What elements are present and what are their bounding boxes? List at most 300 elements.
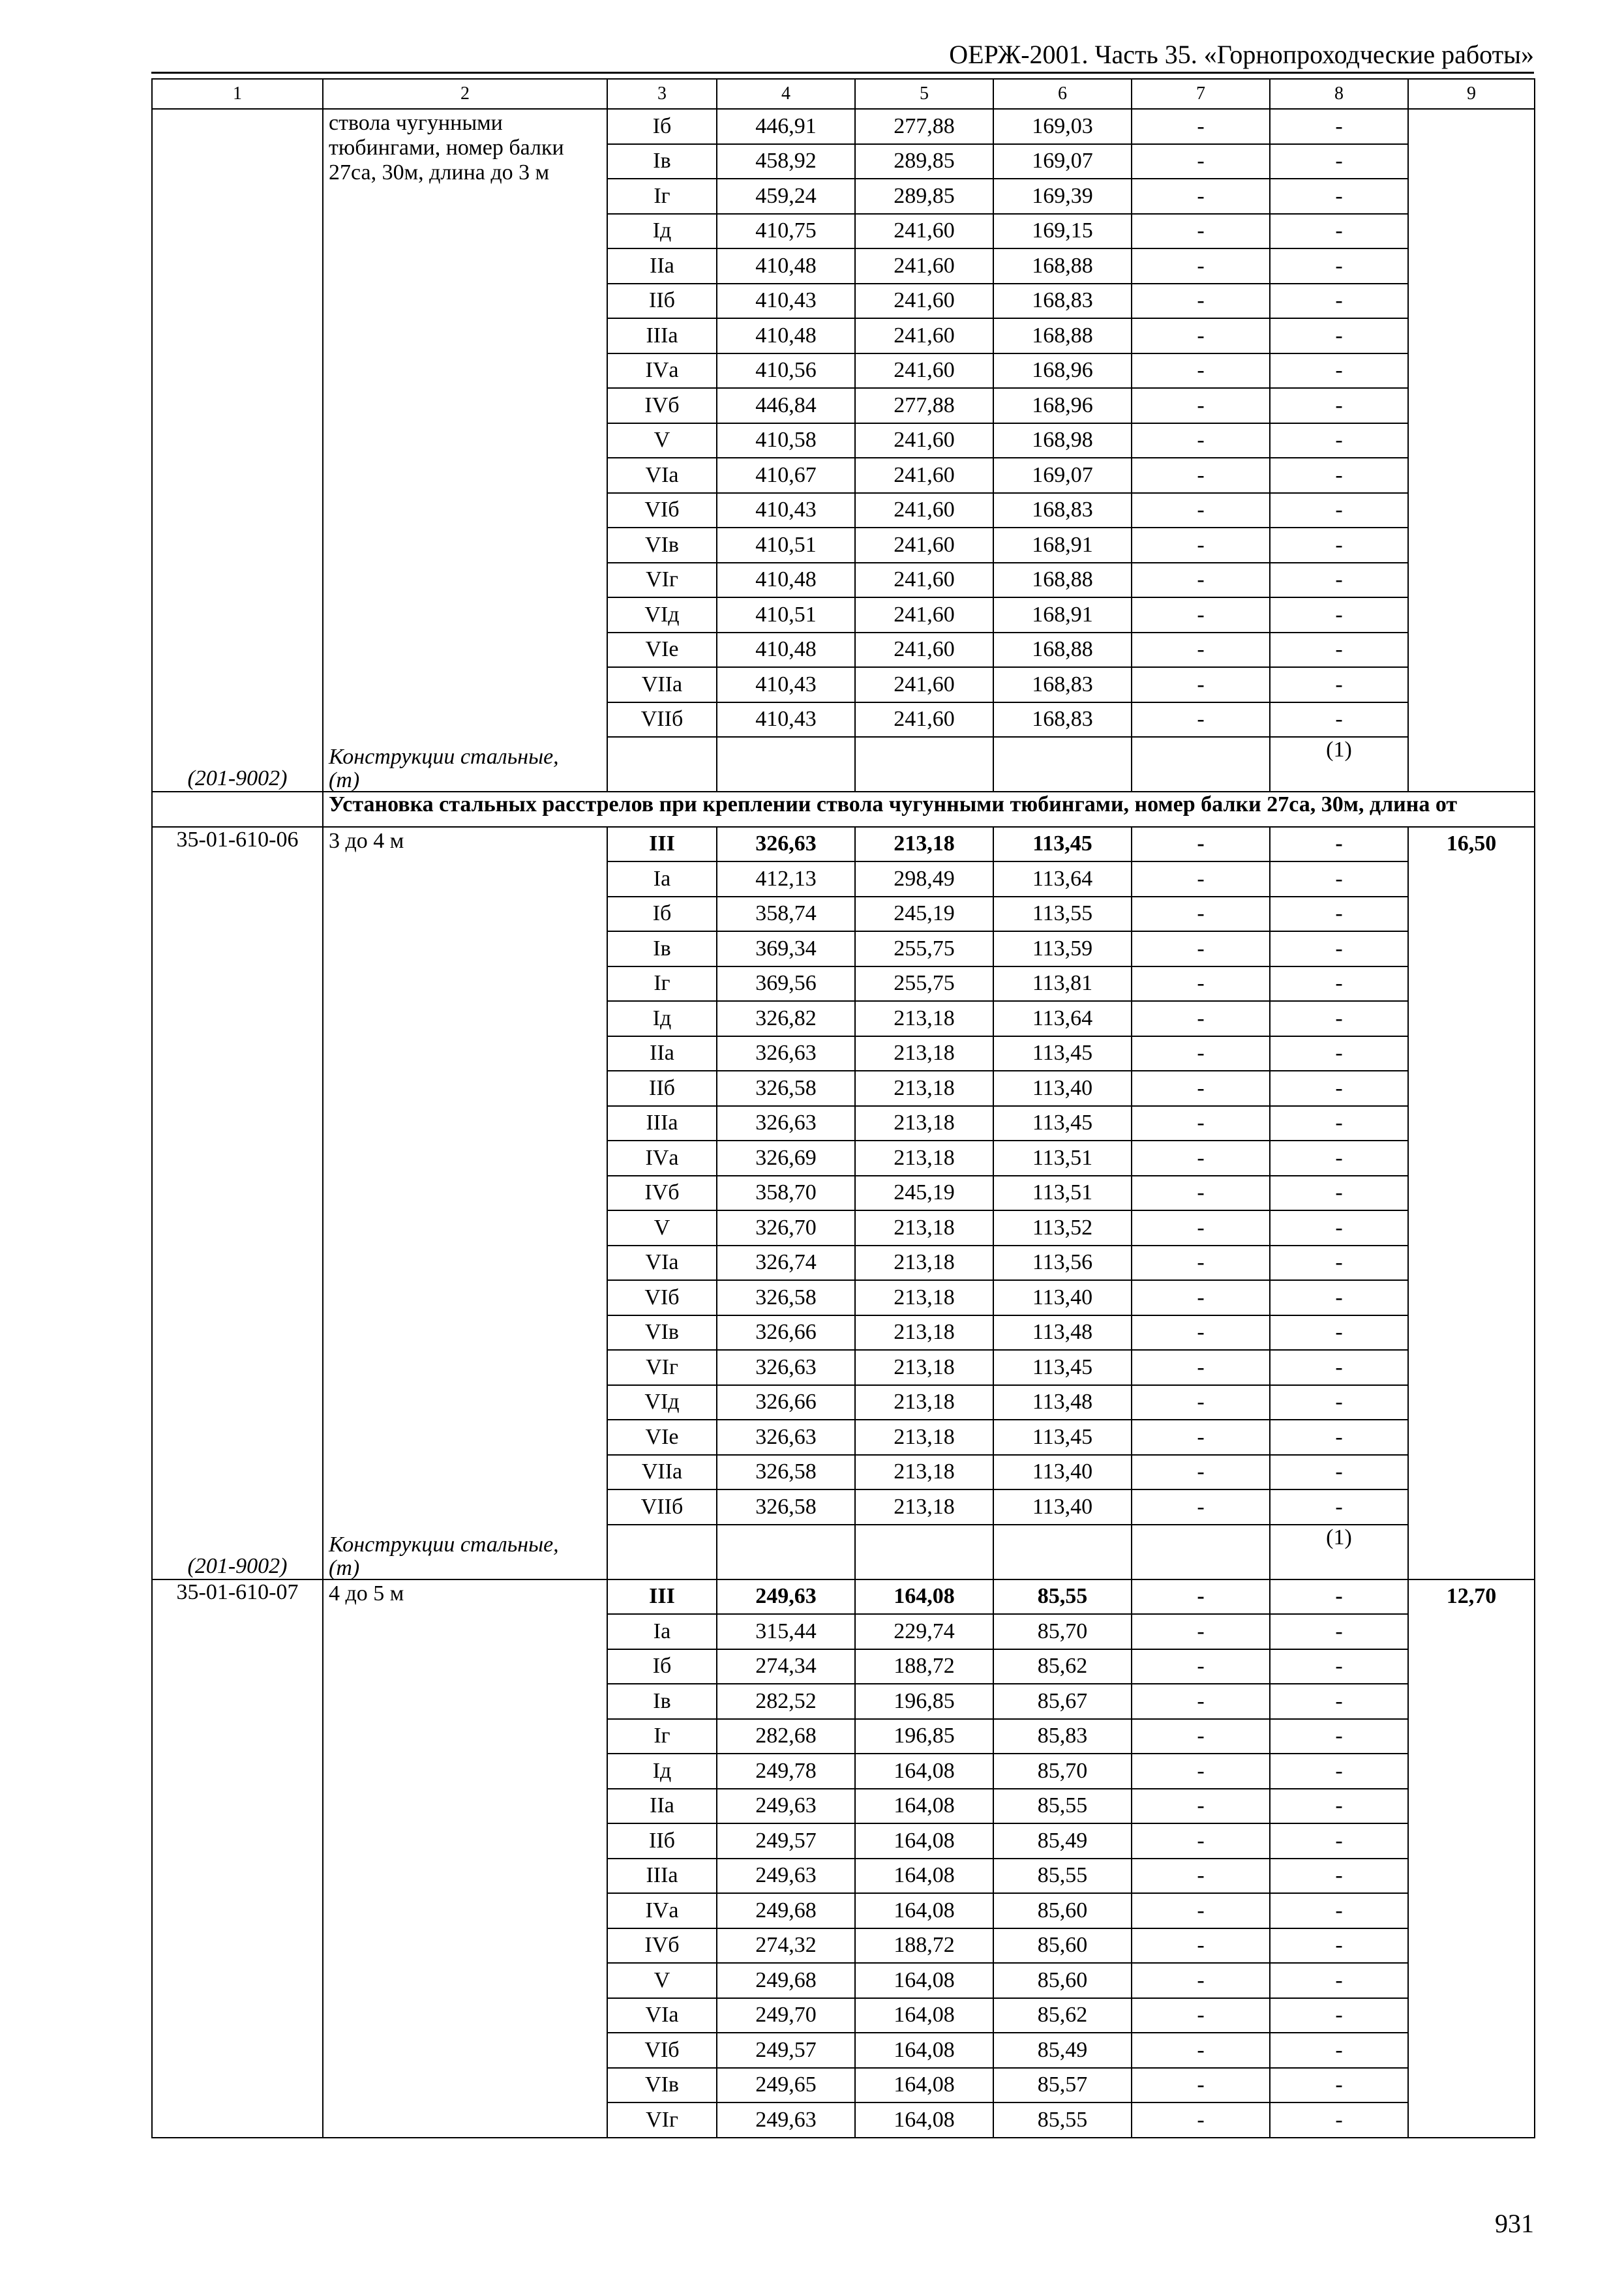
value-cell: 289,85 (855, 144, 993, 179)
zone-cell: Iд (607, 1001, 717, 1036)
empty-cell (993, 737, 1132, 792)
value-cell: - (1270, 1719, 1408, 1754)
value-cell: - (1270, 179, 1408, 214)
value-cell: - (1270, 214, 1408, 249)
value-cell: - (1132, 318, 1270, 353)
value-cell: 168,91 (993, 597, 1132, 633)
zone-cell: VIе (607, 1420, 717, 1455)
value-cell: - (1132, 1579, 1270, 1615)
value-cell: 213,18 (855, 1420, 993, 1455)
zone-cell: Iд (607, 214, 717, 249)
zone-cell: IIа (607, 248, 717, 284)
zone-cell: IIб (607, 1071, 717, 1106)
page-number: 931 (1495, 2209, 1534, 2238)
value-cell: 289,85 (855, 179, 993, 214)
value-cell: - (1132, 897, 1270, 932)
value-cell: 213,18 (855, 1455, 993, 1490)
value-cell: 213,18 (855, 1280, 993, 1315)
value-cell: 213,18 (855, 1489, 993, 1525)
value-cell: 326,66 (717, 1315, 855, 1351)
value-cell: 164,08 (855, 1823, 993, 1859)
zone-cell: IIIа (607, 1859, 717, 1894)
value-cell: 249,63 (717, 1789, 855, 1824)
value-cell: - (1132, 1385, 1270, 1420)
value-cell: 113,51 (993, 1176, 1132, 1211)
value-cell: - (1132, 1176, 1270, 1211)
value-cell: 326,66 (717, 1385, 855, 1420)
value-cell: 274,34 (717, 1649, 855, 1684)
value-cell: - (1132, 1106, 1270, 1141)
value-cell: - (1132, 284, 1270, 319)
value-cell: 164,08 (855, 1963, 993, 1998)
value-cell: - (1270, 1859, 1408, 1894)
value-cell: 410,43 (717, 493, 855, 528)
value-cell: 113,45 (993, 1420, 1132, 1455)
value-cell: - (1270, 1385, 1408, 1420)
value-cell: 249,63 (717, 1579, 855, 1615)
value-cell: 213,18 (855, 1210, 993, 1246)
value-cell: 241,60 (855, 458, 993, 493)
value-cell: 169,39 (993, 179, 1132, 214)
value-cell: - (1270, 2068, 1408, 2103)
zone-cell: Iд (607, 1754, 717, 1789)
value-cell: - (1270, 528, 1408, 563)
value-cell: 85,55 (993, 1859, 1132, 1894)
zone-cell: IIа (607, 1036, 717, 1071)
zone-cell: IIб (607, 1823, 717, 1859)
zone-cell: VIв (607, 2068, 717, 2103)
value-cell: 168,98 (993, 423, 1132, 458)
col9-cell (1408, 109, 1535, 792)
zone-cell: VIб (607, 1280, 717, 1315)
value-cell: 326,74 (717, 1246, 855, 1281)
section-title: Установка стальных расстрелов при креплении ствола чугунными тюбингами, номер балки 27са, 30м, длина от (323, 792, 1535, 827)
value-cell: - (1132, 528, 1270, 563)
value-cell: 412,13 (717, 861, 855, 897)
value-cell: - (1132, 2033, 1270, 2068)
value-cell: 85,83 (993, 1719, 1132, 1754)
value-cell: 85,55 (993, 1579, 1132, 1615)
value-cell: - (1270, 284, 1408, 319)
zone-cell: IIIа (607, 318, 717, 353)
value-cell: - (1132, 1963, 1270, 1998)
value-cell: - (1270, 1141, 1408, 1176)
zone-cell: IIIа (607, 1106, 717, 1141)
code-cell-content (158, 828, 317, 1579)
work-description: 4 до 5 м (329, 1581, 404, 1606)
zone-cell: IVб (607, 1928, 717, 1964)
value-cell: 213,18 (855, 1001, 993, 1036)
value-cell: 85,49 (993, 1823, 1132, 1859)
zone-cell: VIа (607, 458, 717, 493)
value-cell: 113,40 (993, 1280, 1132, 1315)
value-cell: - (1270, 1893, 1408, 1928)
value-cell: 196,85 (855, 1684, 993, 1719)
value-cell: 85,60 (993, 1893, 1132, 1928)
value-cell: 358,70 (717, 1176, 855, 1211)
value-cell: 298,49 (855, 861, 993, 897)
header-rule (151, 72, 1534, 74)
empty-cell (717, 737, 855, 792)
value-cell: 410,51 (717, 528, 855, 563)
zone-cell: Iб (607, 1649, 717, 1684)
work-description: ствола чугунными тюбингами, номер балки 27са, 30м, длина до 3 м (329, 111, 564, 185)
col9-cell: 12,70 (1408, 1579, 1535, 2138)
value-cell: 326,63 (717, 1106, 855, 1141)
zone-cell: VIб (607, 2033, 717, 2068)
value-cell: - (1270, 1823, 1408, 1859)
value-cell: - (1270, 1176, 1408, 1211)
value-cell: 196,85 (855, 1719, 993, 1754)
value-cell: - (1270, 1928, 1408, 1964)
value-cell: - (1132, 1614, 1270, 1649)
value-cell: - (1132, 966, 1270, 1002)
value-cell: 410,67 (717, 458, 855, 493)
value-cell: 213,18 (855, 827, 993, 862)
value-cell: 188,72 (855, 1649, 993, 1684)
zone-cell: Iб (607, 109, 717, 144)
value-cell: - (1132, 1823, 1270, 1859)
zone-cell: Iг (607, 966, 717, 1002)
zone-cell: VIд (607, 1385, 717, 1420)
value-cell: 168,88 (993, 633, 1132, 668)
code-cell-content (158, 110, 317, 791)
code-cell (152, 109, 323, 792)
value-cell: 113,52 (993, 1210, 1132, 1246)
resource-name: Конструкции стальные, (т) (329, 745, 559, 792)
empty-cell (993, 1525, 1132, 1579)
value-cell: 213,18 (855, 1071, 993, 1106)
resource-code: (201-9002) (187, 766, 288, 790)
zone-cell: VIд (607, 597, 717, 633)
value-cell: 169,15 (993, 214, 1132, 249)
value-cell: - (1132, 633, 1270, 668)
resource-code: (201-9002) (187, 1553, 288, 1578)
value-cell: 326,63 (717, 827, 855, 862)
value-cell: 213,18 (855, 1106, 993, 1141)
value-cell: - (1270, 1754, 1408, 1789)
value-cell: - (1132, 1455, 1270, 1490)
column-number: 9 (1408, 79, 1535, 109)
value-cell: 164,08 (855, 1789, 993, 1824)
resource-name: Конструкции стальные, (т) (329, 1532, 559, 1580)
value-cell: 446,84 (717, 388, 855, 423)
value-cell: 326,58 (717, 1280, 855, 1315)
value-cell: 113,48 (993, 1385, 1132, 1420)
value-cell: 113,45 (993, 1036, 1132, 1071)
rates-table-body (152, 79, 1535, 2138)
column-number: 5 (855, 79, 993, 109)
value-cell: 113,56 (993, 1246, 1132, 1281)
value-cell: 326,63 (717, 1036, 855, 1071)
value-cell: - (1270, 1106, 1408, 1141)
value-cell: - (1132, 1036, 1270, 1071)
value-cell: 113,48 (993, 1315, 1132, 1351)
value-cell: - (1132, 1893, 1270, 1928)
value-cell: - (1270, 1789, 1408, 1824)
value-cell: - (1132, 931, 1270, 966)
value-cell: 326,82 (717, 1001, 855, 1036)
value-cell: - (1132, 2102, 1270, 2138)
value-cell: - (1270, 248, 1408, 284)
zone-cell: VIв (607, 528, 717, 563)
value-cell: - (1270, 1614, 1408, 1649)
value-cell: - (1270, 633, 1408, 668)
description-cell (323, 109, 607, 792)
work-description: 3 до 4 м (329, 828, 404, 853)
value-cell: - (1132, 1859, 1270, 1894)
value-cell: 168,83 (993, 284, 1132, 319)
value-cell: - (1132, 1754, 1270, 1789)
value-cell: 410,48 (717, 563, 855, 598)
value-cell: - (1270, 966, 1408, 1002)
value-cell: 168,88 (993, 563, 1132, 598)
value-cell: 249,68 (717, 1963, 855, 1998)
value-cell: 164,08 (855, 1859, 993, 1894)
value-cell: 168,83 (993, 702, 1132, 738)
zone-cell: Iа (607, 1614, 717, 1649)
value-cell: - (1270, 1963, 1408, 1998)
value-cell: - (1270, 1649, 1408, 1684)
value-cell: 249,68 (717, 1893, 855, 1928)
zone-cell: IVа (607, 1141, 717, 1176)
zone-cell: IVб (607, 388, 717, 423)
zone-cell: V (607, 1210, 717, 1246)
value-cell: 274,32 (717, 1928, 855, 1964)
description-cell-content (329, 1580, 601, 2137)
zone-cell: Iв (607, 144, 717, 179)
value-cell: 326,63 (717, 1420, 855, 1455)
zone-cell: VIа (607, 1998, 717, 2033)
value-cell: 85,60 (993, 1928, 1132, 1964)
value-cell: 85,62 (993, 1649, 1132, 1684)
value-cell: - (1132, 248, 1270, 284)
value-cell: 369,34 (717, 931, 855, 966)
value-cell: 326,70 (717, 1210, 855, 1246)
zone-cell: VIб (607, 493, 717, 528)
value-cell: 241,60 (855, 528, 993, 563)
value-cell: 169,07 (993, 144, 1132, 179)
zone-cell: VIв (607, 1315, 717, 1351)
value-cell: 113,45 (993, 1350, 1132, 1385)
value-cell: - (1270, 423, 1408, 458)
zone-cell: IVа (607, 1893, 717, 1928)
value-cell: - (1270, 1489, 1408, 1525)
value-cell: 213,18 (855, 1141, 993, 1176)
zone-cell: Iг (607, 1719, 717, 1754)
value-cell: - (1132, 861, 1270, 897)
column-number: 2 (323, 79, 607, 109)
zone-cell: V (607, 1963, 717, 1998)
value-cell: - (1270, 1455, 1408, 1490)
value-cell: 85,57 (993, 2068, 1132, 2103)
value-cell: - (1270, 667, 1408, 702)
value-cell: 249,63 (717, 1859, 855, 1894)
zone-cell: Iв (607, 931, 717, 966)
value-cell: 113,64 (993, 1001, 1132, 1036)
column-numbers-row (152, 79, 1535, 109)
section-title-row (152, 792, 1535, 827)
value-cell: 410,75 (717, 214, 855, 249)
value-cell: 85,49 (993, 2033, 1132, 2068)
value-cell: - (1270, 861, 1408, 897)
value-cell: - (1270, 1071, 1408, 1106)
zone-cell: VIIб (607, 702, 717, 738)
value-cell: 326,58 (717, 1455, 855, 1490)
value-cell: 168,88 (993, 248, 1132, 284)
value-cell: 168,91 (993, 528, 1132, 563)
value-cell: - (1132, 827, 1270, 862)
value-cell: 188,72 (855, 1928, 993, 1964)
value-cell: - (1270, 144, 1408, 179)
value-cell: 277,88 (855, 109, 993, 144)
value-cell: 255,75 (855, 931, 993, 966)
value-cell: - (1132, 563, 1270, 598)
value-cell: - (1270, 353, 1408, 389)
value-cell: 113,45 (993, 827, 1132, 862)
value-cell: 164,08 (855, 1893, 993, 1928)
value-cell: 113,64 (993, 861, 1132, 897)
value-cell: - (1270, 702, 1408, 738)
value-cell: - (1270, 2102, 1408, 2138)
value-cell: - (1132, 702, 1270, 738)
section-empty-cell (152, 792, 323, 827)
value-cell: 241,60 (855, 248, 993, 284)
value-cell: - (1270, 931, 1408, 966)
value-cell: 410,43 (717, 667, 855, 702)
value-cell: - (1270, 1036, 1408, 1071)
value-cell: - (1132, 597, 1270, 633)
value-cell: - (1132, 2068, 1270, 2103)
value-cell: 164,08 (855, 2033, 993, 2068)
value-cell: 113,40 (993, 1071, 1132, 1106)
empty-cell (1132, 737, 1270, 792)
value-cell: - (1132, 493, 1270, 528)
zone-cell: VIIа (607, 667, 717, 702)
value-cell: - (1132, 1489, 1270, 1525)
zone-cell: Iв (607, 1684, 717, 1719)
value-cell: 410,48 (717, 318, 855, 353)
value-cell: 241,60 (855, 284, 993, 319)
value-cell: 241,60 (855, 633, 993, 668)
value-cell: 315,44 (717, 1614, 855, 1649)
value-cell: 113,51 (993, 1141, 1132, 1176)
value-cell: 85,62 (993, 1998, 1132, 2033)
zone-cell: VIе (607, 633, 717, 668)
empty-cell (717, 1525, 855, 1579)
value-cell: - (1270, 1280, 1408, 1315)
value-cell: 85,70 (993, 1614, 1132, 1649)
value-cell: - (1270, 1210, 1408, 1246)
value-cell: - (1132, 214, 1270, 249)
value-cell: 241,60 (855, 702, 993, 738)
value-cell: - (1132, 667, 1270, 702)
column-number: 6 (993, 79, 1132, 109)
value-cell: - (1270, 1998, 1408, 2033)
description-cell-content (329, 828, 601, 1579)
empty-cell (1132, 1525, 1270, 1579)
value-cell: - (1132, 109, 1270, 144)
column-number: 7 (1132, 79, 1270, 109)
value-cell: 245,19 (855, 897, 993, 932)
value-cell: 113,40 (993, 1489, 1132, 1525)
value-cell: 113,55 (993, 897, 1132, 932)
value-cell: 113,45 (993, 1106, 1132, 1141)
value-cell: 326,69 (717, 1141, 855, 1176)
value-cell: 249,65 (717, 2068, 855, 2103)
value-cell: - (1270, 109, 1408, 144)
value-cell: 241,60 (855, 597, 993, 633)
value-cell: - (1270, 563, 1408, 598)
zone-cell: Iб (607, 897, 717, 932)
table-row (152, 109, 1535, 144)
value-cell: - (1132, 1071, 1270, 1106)
zone-cell: VIIб (607, 1489, 717, 1525)
rate-code: 35-01-610-06 (176, 827, 299, 852)
value-cell: 326,63 (717, 1350, 855, 1385)
value-cell: - (1132, 1649, 1270, 1684)
value-cell: 282,68 (717, 1719, 855, 1754)
value-cell: 410,58 (717, 423, 855, 458)
zone-cell: VIг (607, 1350, 717, 1385)
value-cell: 213,18 (855, 1315, 993, 1351)
value-cell: 410,48 (717, 248, 855, 284)
value-cell: 249,78 (717, 1754, 855, 1789)
value-cell: 164,08 (855, 1998, 993, 2033)
value-cell: - (1132, 144, 1270, 179)
value-cell: 249,57 (717, 2033, 855, 2068)
page-header: ОЕРЖ-2001. Часть 35. «Горнопроходческие работы» (949, 40, 1534, 69)
value-cell: 326,58 (717, 1071, 855, 1106)
code-cell (152, 1579, 323, 2138)
value-cell: 241,60 (855, 353, 993, 389)
value-cell: 168,83 (993, 493, 1132, 528)
value-cell: 229,74 (855, 1614, 993, 1649)
value-cell: 113,59 (993, 931, 1132, 966)
value-cell: 241,60 (855, 214, 993, 249)
value-cell: - (1132, 423, 1270, 458)
code-cell-content (158, 1580, 317, 2137)
value-cell: - (1132, 179, 1270, 214)
value-cell: 241,60 (855, 667, 993, 702)
value-cell: 168,96 (993, 353, 1132, 389)
value-cell: 245,19 (855, 1176, 993, 1211)
value-cell: - (1270, 1420, 1408, 1455)
value-cell: 213,18 (855, 1246, 993, 1281)
description-cell (323, 1579, 607, 2138)
value-cell: - (1132, 1928, 1270, 1964)
zone-cell: III (607, 827, 717, 862)
value-cell: 169,07 (993, 458, 1132, 493)
value-cell: 241,60 (855, 423, 993, 458)
value-cell: - (1132, 1789, 1270, 1824)
zone-cell: IIа (607, 1789, 717, 1824)
value-cell: 213,18 (855, 1036, 993, 1071)
description-cell-content (329, 110, 601, 791)
empty-cell (855, 737, 993, 792)
zone-cell: VIIа (607, 1455, 717, 1490)
value-cell: - (1270, 1684, 1408, 1719)
value-cell: 164,08 (855, 1754, 993, 1789)
value-cell: 410,43 (717, 702, 855, 738)
value-cell: 249,70 (717, 1998, 855, 2033)
value-cell: - (1132, 1719, 1270, 1754)
value-cell: 164,08 (855, 1579, 993, 1615)
value-cell: 459,24 (717, 179, 855, 214)
value-cell: 410,51 (717, 597, 855, 633)
value-cell: 85,55 (993, 2102, 1132, 2138)
rates-table (151, 78, 1535, 2138)
